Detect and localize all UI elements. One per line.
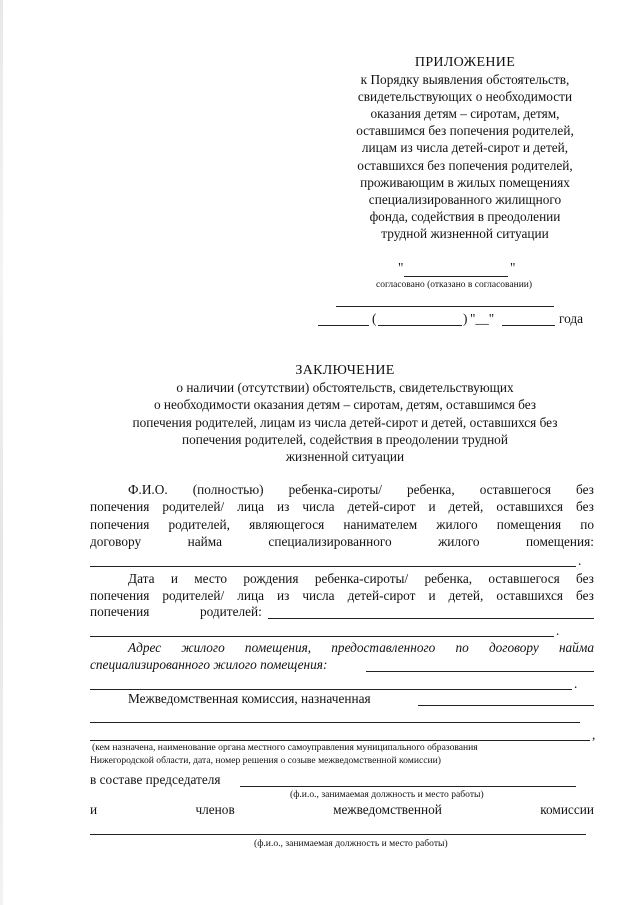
word: оставшегося [479, 482, 551, 497]
word: межведомственной [333, 802, 442, 817]
word: Дата [128, 571, 155, 586]
approval-date-line-1 [318, 325, 369, 326]
commission-chair-line [240, 786, 576, 787]
address-fill-line [90, 689, 572, 690]
word: детей, [448, 588, 484, 603]
word: детей-сирот [347, 499, 416, 514]
word: место [194, 571, 228, 586]
word: из [276, 499, 290, 514]
approval-year-word: года [559, 311, 584, 326]
conclusion-line: о наличии (отсутствии) обстоятельств, свидетельствующих [176, 380, 514, 396]
conclusion-line: попечения родителей, лицам из числа детей-сирот и детей, оставшихся без [132, 414, 558, 430]
conclusion-title: ЗАКЛЮЧЕНИЕ [295, 363, 395, 378]
commission-members-line [90, 834, 586, 835]
word: ребенка, [407, 482, 455, 497]
appendix-line: свидетельствующих о необходимости [357, 89, 573, 105]
appendix-line: оказания детям – сиротам, детям, [370, 106, 560, 122]
word: Адрес [128, 640, 162, 655]
word: Ф.И.О. [128, 482, 168, 497]
commission-note-line-2: Нижегородской области, дата, номер решения о созыве межведомственной комиссии) [90, 755, 441, 766]
word: оставшихся [496, 588, 564, 603]
word: ребенка-сироты/ [314, 571, 409, 586]
word: предоставленного [331, 640, 436, 655]
appendix-line: оставшимся без попечения родителей, [356, 123, 574, 139]
address-end-mark: . [574, 676, 578, 691]
word: числа [302, 588, 335, 603]
commission-fill-line-2 [90, 740, 590, 741]
word: лица [237, 499, 264, 514]
appendix-line: лицам из числа детей-сирот и детей, [361, 140, 569, 156]
birth-row-3-word-1: попечения [90, 604, 150, 619]
approval-paren-open: ( [372, 311, 377, 326]
birth-row-3-word-2: родителей: [200, 604, 262, 619]
approval-quote-close: " [510, 260, 516, 275]
commission-members-row [90, 802, 594, 818]
scan-edge [0, 0, 3, 905]
word: и [428, 588, 436, 603]
conclusion-line: жизненной ситуации [285, 449, 405, 465]
commission-chair-label: в составе председателя [90, 772, 221, 787]
word: попечения [90, 499, 150, 514]
commission-label: Межведомственная комиссия, назначенная [128, 691, 371, 706]
approval-caption: согласовано (отказано в согласовании) [376, 280, 533, 290]
conclusion-header [90, 362, 600, 465]
word: жилого [436, 517, 478, 532]
word: попечения [90, 588, 150, 603]
fio-row-1 [128, 482, 594, 498]
approval-month-line [502, 325, 555, 326]
word: договору [90, 534, 142, 549]
word: найма [187, 534, 222, 549]
commission-inline-line [418, 705, 594, 706]
birth-row-2 [90, 588, 594, 604]
fio-row-4 [90, 534, 594, 550]
appendix-line: к Порядку выявления обстоятельств, [360, 72, 570, 88]
word: (полностью) [192, 482, 264, 497]
word: детей-сирот [347, 588, 416, 603]
word: договору [488, 640, 539, 655]
word: и [90, 802, 98, 817]
word: без [576, 499, 594, 514]
appendix-title: ПРИЛОЖЕНИЕ [414, 55, 516, 70]
word: без [576, 588, 594, 603]
approval-status-line [404, 276, 508, 277]
appendix-header [330, 54, 600, 242]
word: родителей/ [162, 588, 225, 603]
commission-fill-line-1 [90, 722, 580, 723]
appendix-line: проживающим в жилых помещениях [360, 174, 570, 190]
conclusion-line: о необходимости оказания детям – сиротам, детям, оставшимся без [153, 397, 537, 413]
word: без [576, 482, 594, 497]
word: и [170, 571, 178, 586]
fio-row-2 [90, 499, 594, 515]
word: жилого [181, 640, 225, 655]
word: попечения [90, 517, 150, 532]
birth-row-1 [128, 571, 594, 587]
birth-inline-line [268, 618, 594, 619]
approval-quote-open: " [398, 260, 404, 275]
word: оставшегося [488, 571, 560, 586]
appendix-line: фонда, содействия в преодолении [369, 208, 561, 224]
birth-end-mark: . [556, 623, 560, 638]
birth-fill-line [90, 636, 554, 637]
word: помещения [496, 517, 562, 532]
word: являющегося [249, 517, 325, 532]
approval-paren-close: ) [463, 311, 468, 326]
word: найма [558, 640, 594, 655]
approval-signature-line [336, 306, 554, 307]
commission-end-mark: , [592, 727, 596, 742]
word: жилого [438, 534, 480, 549]
word: членов [195, 802, 235, 817]
word: рождения [243, 571, 299, 586]
appendix-line: трудной жизненной ситуации [381, 225, 549, 241]
word: помещения, [244, 640, 312, 655]
commission-members-caption: (ф.и.о., занимаемая должность и место работы) [254, 838, 448, 849]
word: лица [237, 588, 264, 603]
word: и [428, 499, 436, 514]
word: родителей/ [162, 499, 225, 514]
address-row-1 [128, 640, 594, 656]
word: комиссии [540, 802, 594, 817]
word: оставшихся [496, 499, 564, 514]
word: по [580, 517, 594, 532]
commission-chair-caption: (ф.и.о., занимаемая должность и место работы) [290, 789, 484, 800]
fio-end-mark: . [578, 553, 582, 568]
word: родителей, [168, 517, 230, 532]
word: ребенка, [424, 571, 473, 586]
appendix-line: специализированного жилищного [368, 191, 562, 207]
commission-note-line-1: (кем назначена, наименование органа местного самоуправления муниципального образования [92, 742, 478, 753]
fio-fill-line [90, 566, 576, 567]
address-inline-line [366, 671, 594, 672]
address-row-2: специализированного жилого помещения: [90, 657, 328, 672]
word: нанимателем [343, 517, 418, 532]
fio-row-3 [90, 517, 594, 533]
word: помещения: [525, 534, 594, 549]
word: по [455, 640, 469, 655]
word: числа [302, 499, 335, 514]
appendix-line: оставшихся без попечения родителей, [357, 157, 573, 173]
approval-name-line [378, 325, 462, 326]
word: без [576, 571, 594, 586]
conclusion-line: попечения родителей, содействия в преодолении трудной [182, 431, 508, 447]
approval-date-quotes: "__" [470, 311, 495, 326]
word: из [276, 588, 290, 603]
word: специализированного [268, 534, 392, 549]
word: ребенка-сироты/ [288, 482, 382, 497]
word: детей, [448, 499, 484, 514]
